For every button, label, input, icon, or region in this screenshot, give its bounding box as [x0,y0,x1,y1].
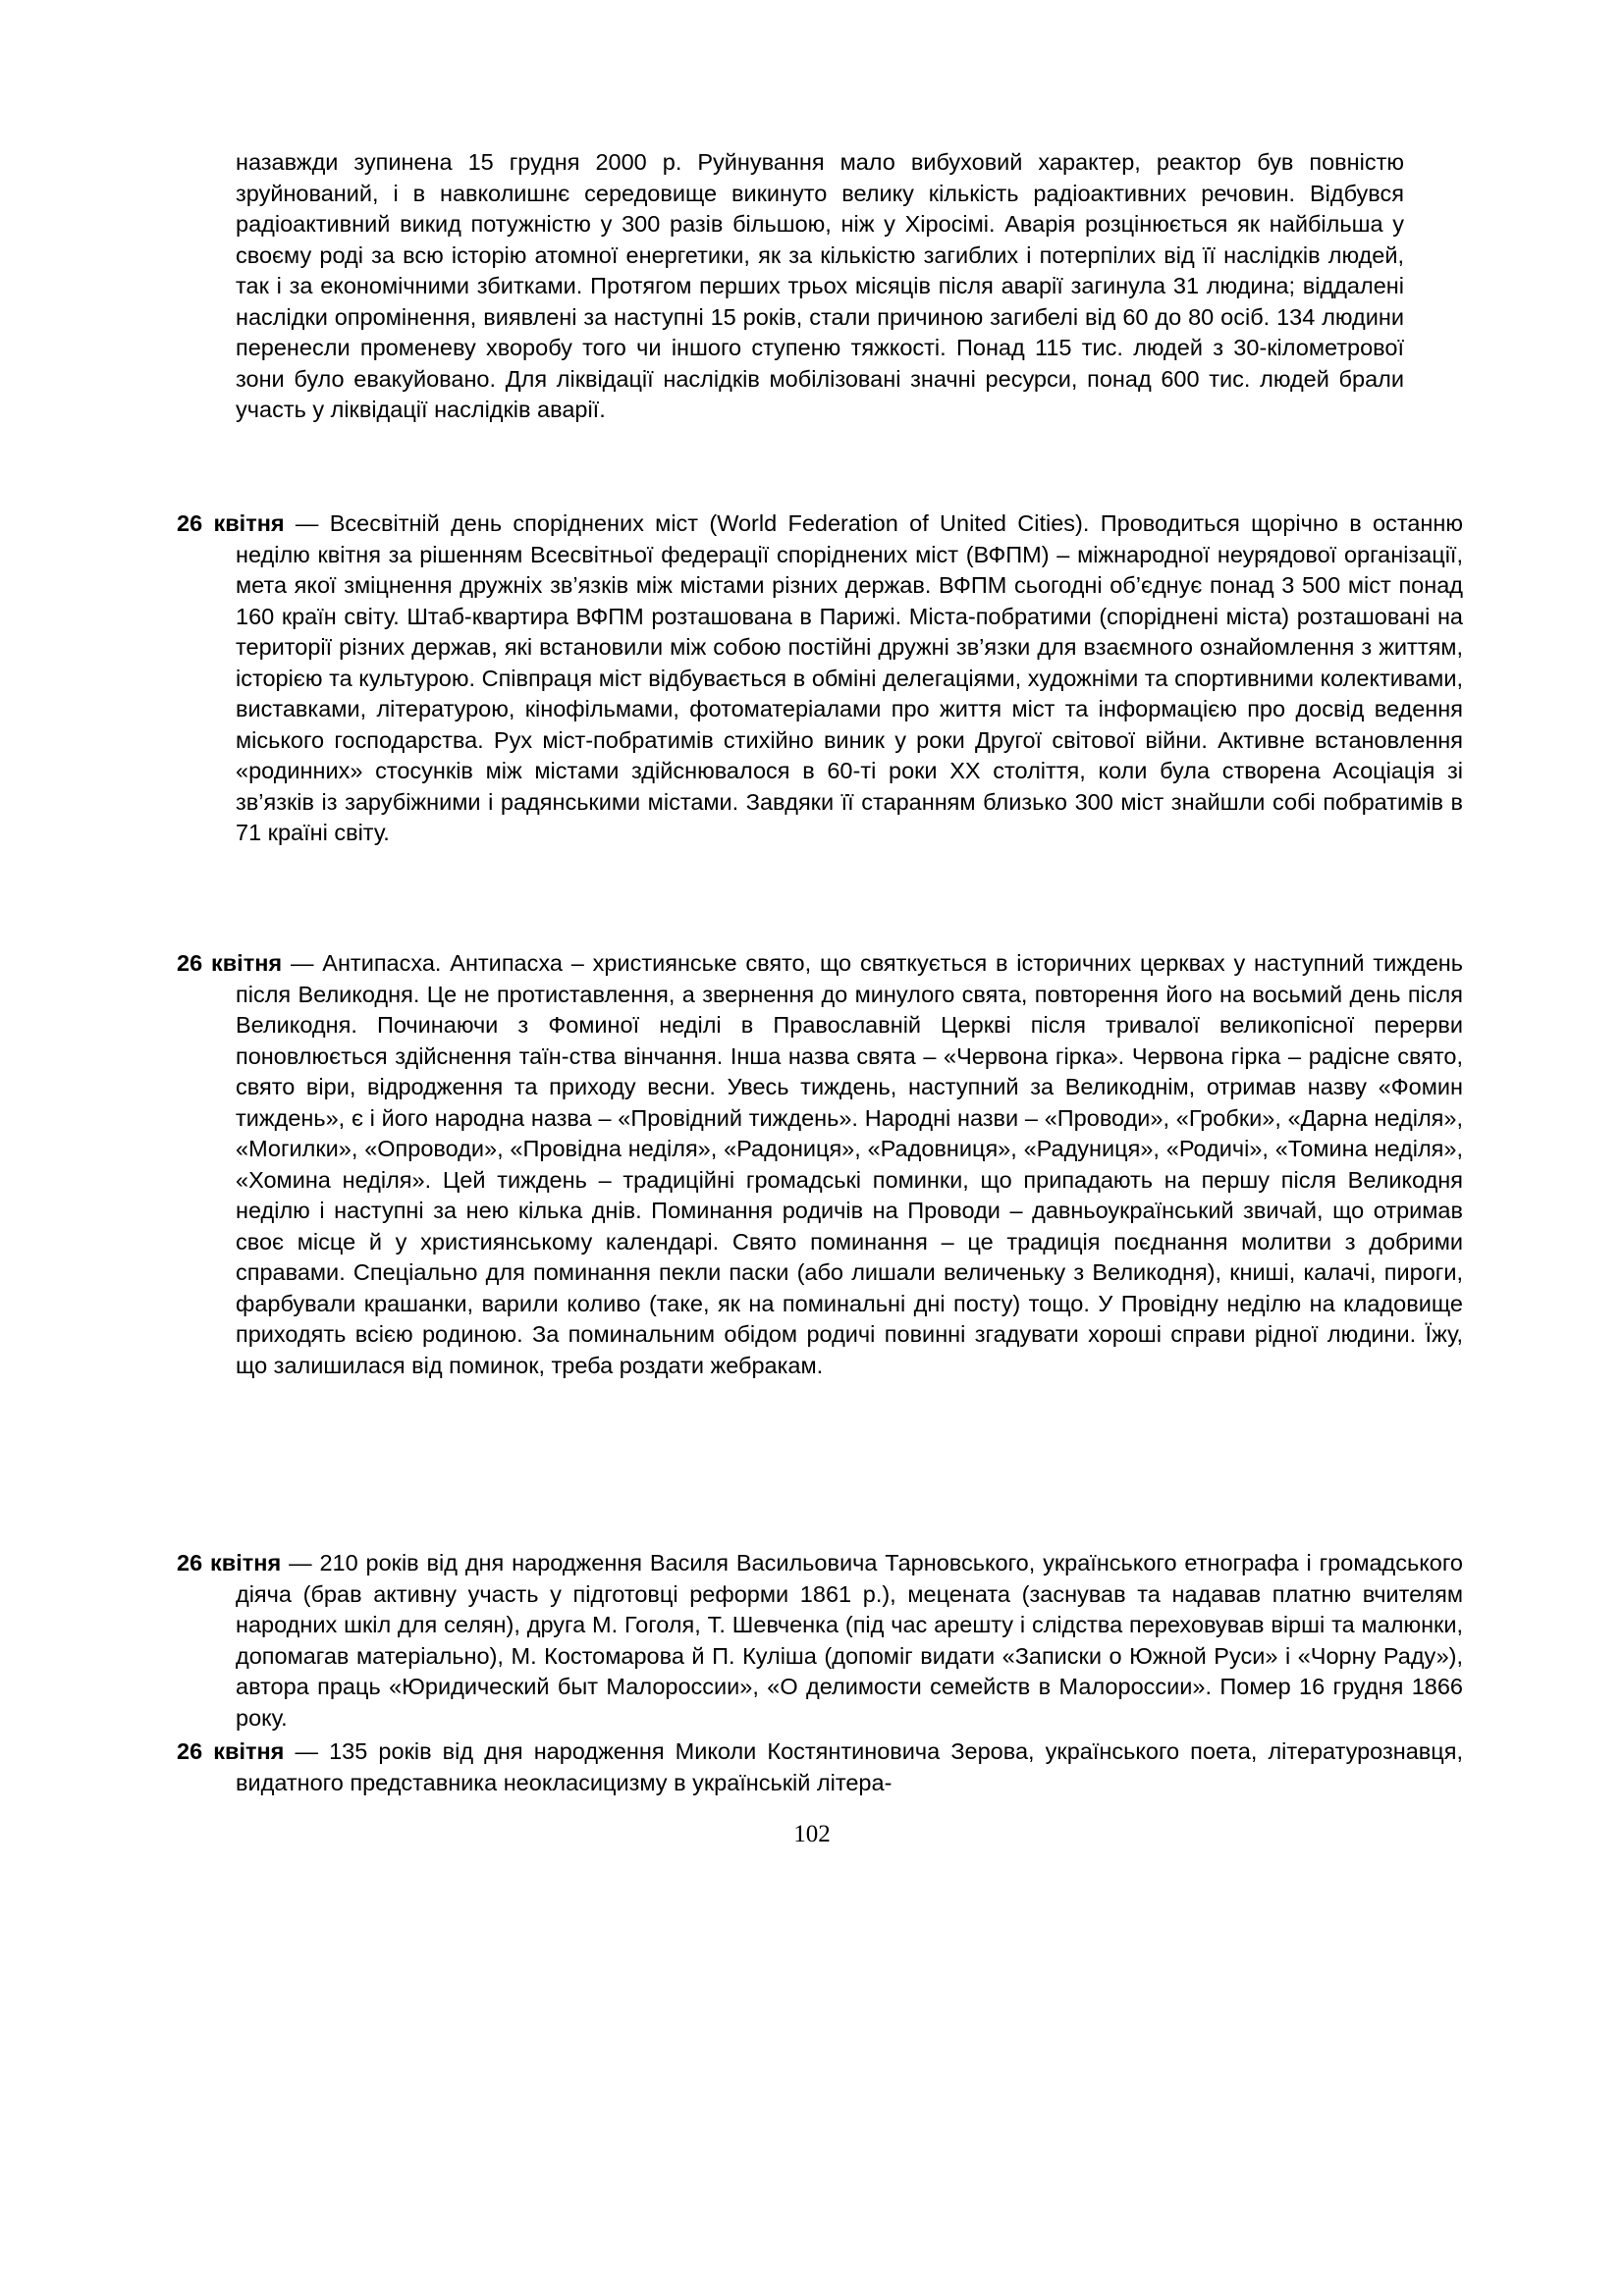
entry-tarnovsky [177,1548,1463,1734]
page-number: 102 [793,1821,831,1847]
entry-date: 26 квітня [177,1550,282,1575]
entry-date: 26 квітня [177,950,283,976]
entry-date: 26 квітня [177,1738,285,1764]
entry-text: — 135 років від дня народження Миколи Костянтиновича Зерова, українського поета, літературознавця, видатного представника неокласицизму в українській літера- [236,1738,1463,1795]
entry-zerov [177,1736,1463,1798]
entry-cities-day [177,508,1463,849]
entry-text: — Антипасха. Антипасха – християнське свято, що святкується в історичних церквах у наступний тиждень після Великодня. Це не протиставлення, а звернення до минулого свята, повторення його на восьмий день після Великодня. Починаючи з Фоминої неділі в Православній Церкві після тривалої великопісної перерви поновлюється здійснення таїн-ства вінчання. Інша назва свята – «Червона гірка». Червона гірка – радісне свято, свято віри, відродження та приходу весни. Увесь тиждень, наступний за Великоднім, отримав назву «Фомин тиждень», є і його народна назва – «Провідний тиждень». Народні назви – «Проводи», «Гробки», «Дарна неділя», «Могилки», «Опроводи», «Провідна неділя», «Радониця», «Радовниця», «Радуниця», «Родичі», «Томина неділя», «Хомина неділя». Цей тиждень – традиційні громадські поминки, що припадають на першу після Великодня неділю і наступні за нею кілька днів. Поминання родичів на Проводи – давньоукраїнський звичай, що отримав своє місце й у християнському календарі. Свято поминання – це традиція поєднання молитви з добрими справами. Спеціально для поминання пекли паски (або лишали величеньку з Великодня), книші, калачі, пироги, фарбували крашанки, варили коливо (таке, як на поминальні дні посту) тощо. У Провідну неділю на кладовище приходять всією родиною. За поминальним обідом родичі повинні згадувати хороші справи рідної людини. Їжу, що залишилася від поминок, треба роздати жебракам. [236,950,1463,1378]
entry-date: 26 квітня [177,510,285,536]
entry-text: — 210 років від дня народження Василя Васильовича Тарновського, українського етнографа і громадського діяча (брав активну участь у підготовці реформи 1861 р.), мецената (заснував та надавав платню вчителям народних шкіл для селян), друга М. Гоголя, Т. Шевченка (під час арешту і слідства переховував вірші та малюнки, допомагав матеріально), М. Костомарова й П. Куліша (допоміг видати «Записки о Южной Руси» і «Чорну Раду»), автора праць «Юридический быт Малороссии», «О делимости семейств в Малороссии». Помер 16 грудня 1866 року. [236,1550,1463,1731]
entry-text: — Всесвітній день споріднених міст (World Federation of United Cities). Проводиться щорічно в останню неділю квітня за рішенням Всесвітньої федерації споріднених міст (ВФПМ) – міжнародної неурядової організації, мета якої зміцнення дружніх зв’язків між містами різних держав. ВФПМ сьогодні об’єднує понад 3 500 міст понад 160 країн світу. Штаб-квартира ВФПМ розташована в Парижі. Міста-побратими (споріднені міста) розташовані на території різних держав, які встановили між собою постійні дружні зв’язки для взаємного ознайомлення з життям, історією та культурою. Співпраця міст відбувається в обміні делегаціями, художніми та спортивними колективами, виставками, літературою, кінофільмами, фотоматеріалами про життя міст та інформацією про досвід ведення міського господарства. Рух міст-побратимів стихійно виник у роки Другої світової війни. Активне встановлення «родинних» стосунків між містами здійснювалося в 60-ті роки XX століття, коли була створена Асоціація зі зв’язків із зарубіжними і радянськими містами. Завдяки її старанням близько 300 міст знайшли собі побратимів в 71 країні світу. [236,510,1463,845]
entry-antipascha [177,948,1463,1381]
continuation-paragraph: назавжди зупинена 15 грудня 2000 р. Руйнування мало вибуховий характер, реактор був повністю зруйнований, і в навколишнє середовище викинуто велику кількість радіоактивних речовин. Відбувся радіоактивний викид потужністю у 300 разів більшою, ніж у Хіросімі. Аварія розцінюється як найбільша у своєму роді за всю історію атомної енергетики, як за кількістю загиблих і потерпілих від її наслідків людей, так і за економічними збитками. Протягом перших трьох місяців після аварії загинула 31 людина; віддалені наслідки опромінення, виявлені за наступні 15 років, стали причиною загибелі від 60 до 80 осіб. 134 людини перенесли променеву хворобу того чи іншого ступеню тяжкості. Понад 115 тис. людей з 30-кілометрової зони було евакуйовано. Для ліквідації наслідків мобілізовані значні ресурси, понад 600 тис. людей брали участь у ліквідації наслідків аварії. [236,149,1404,422]
